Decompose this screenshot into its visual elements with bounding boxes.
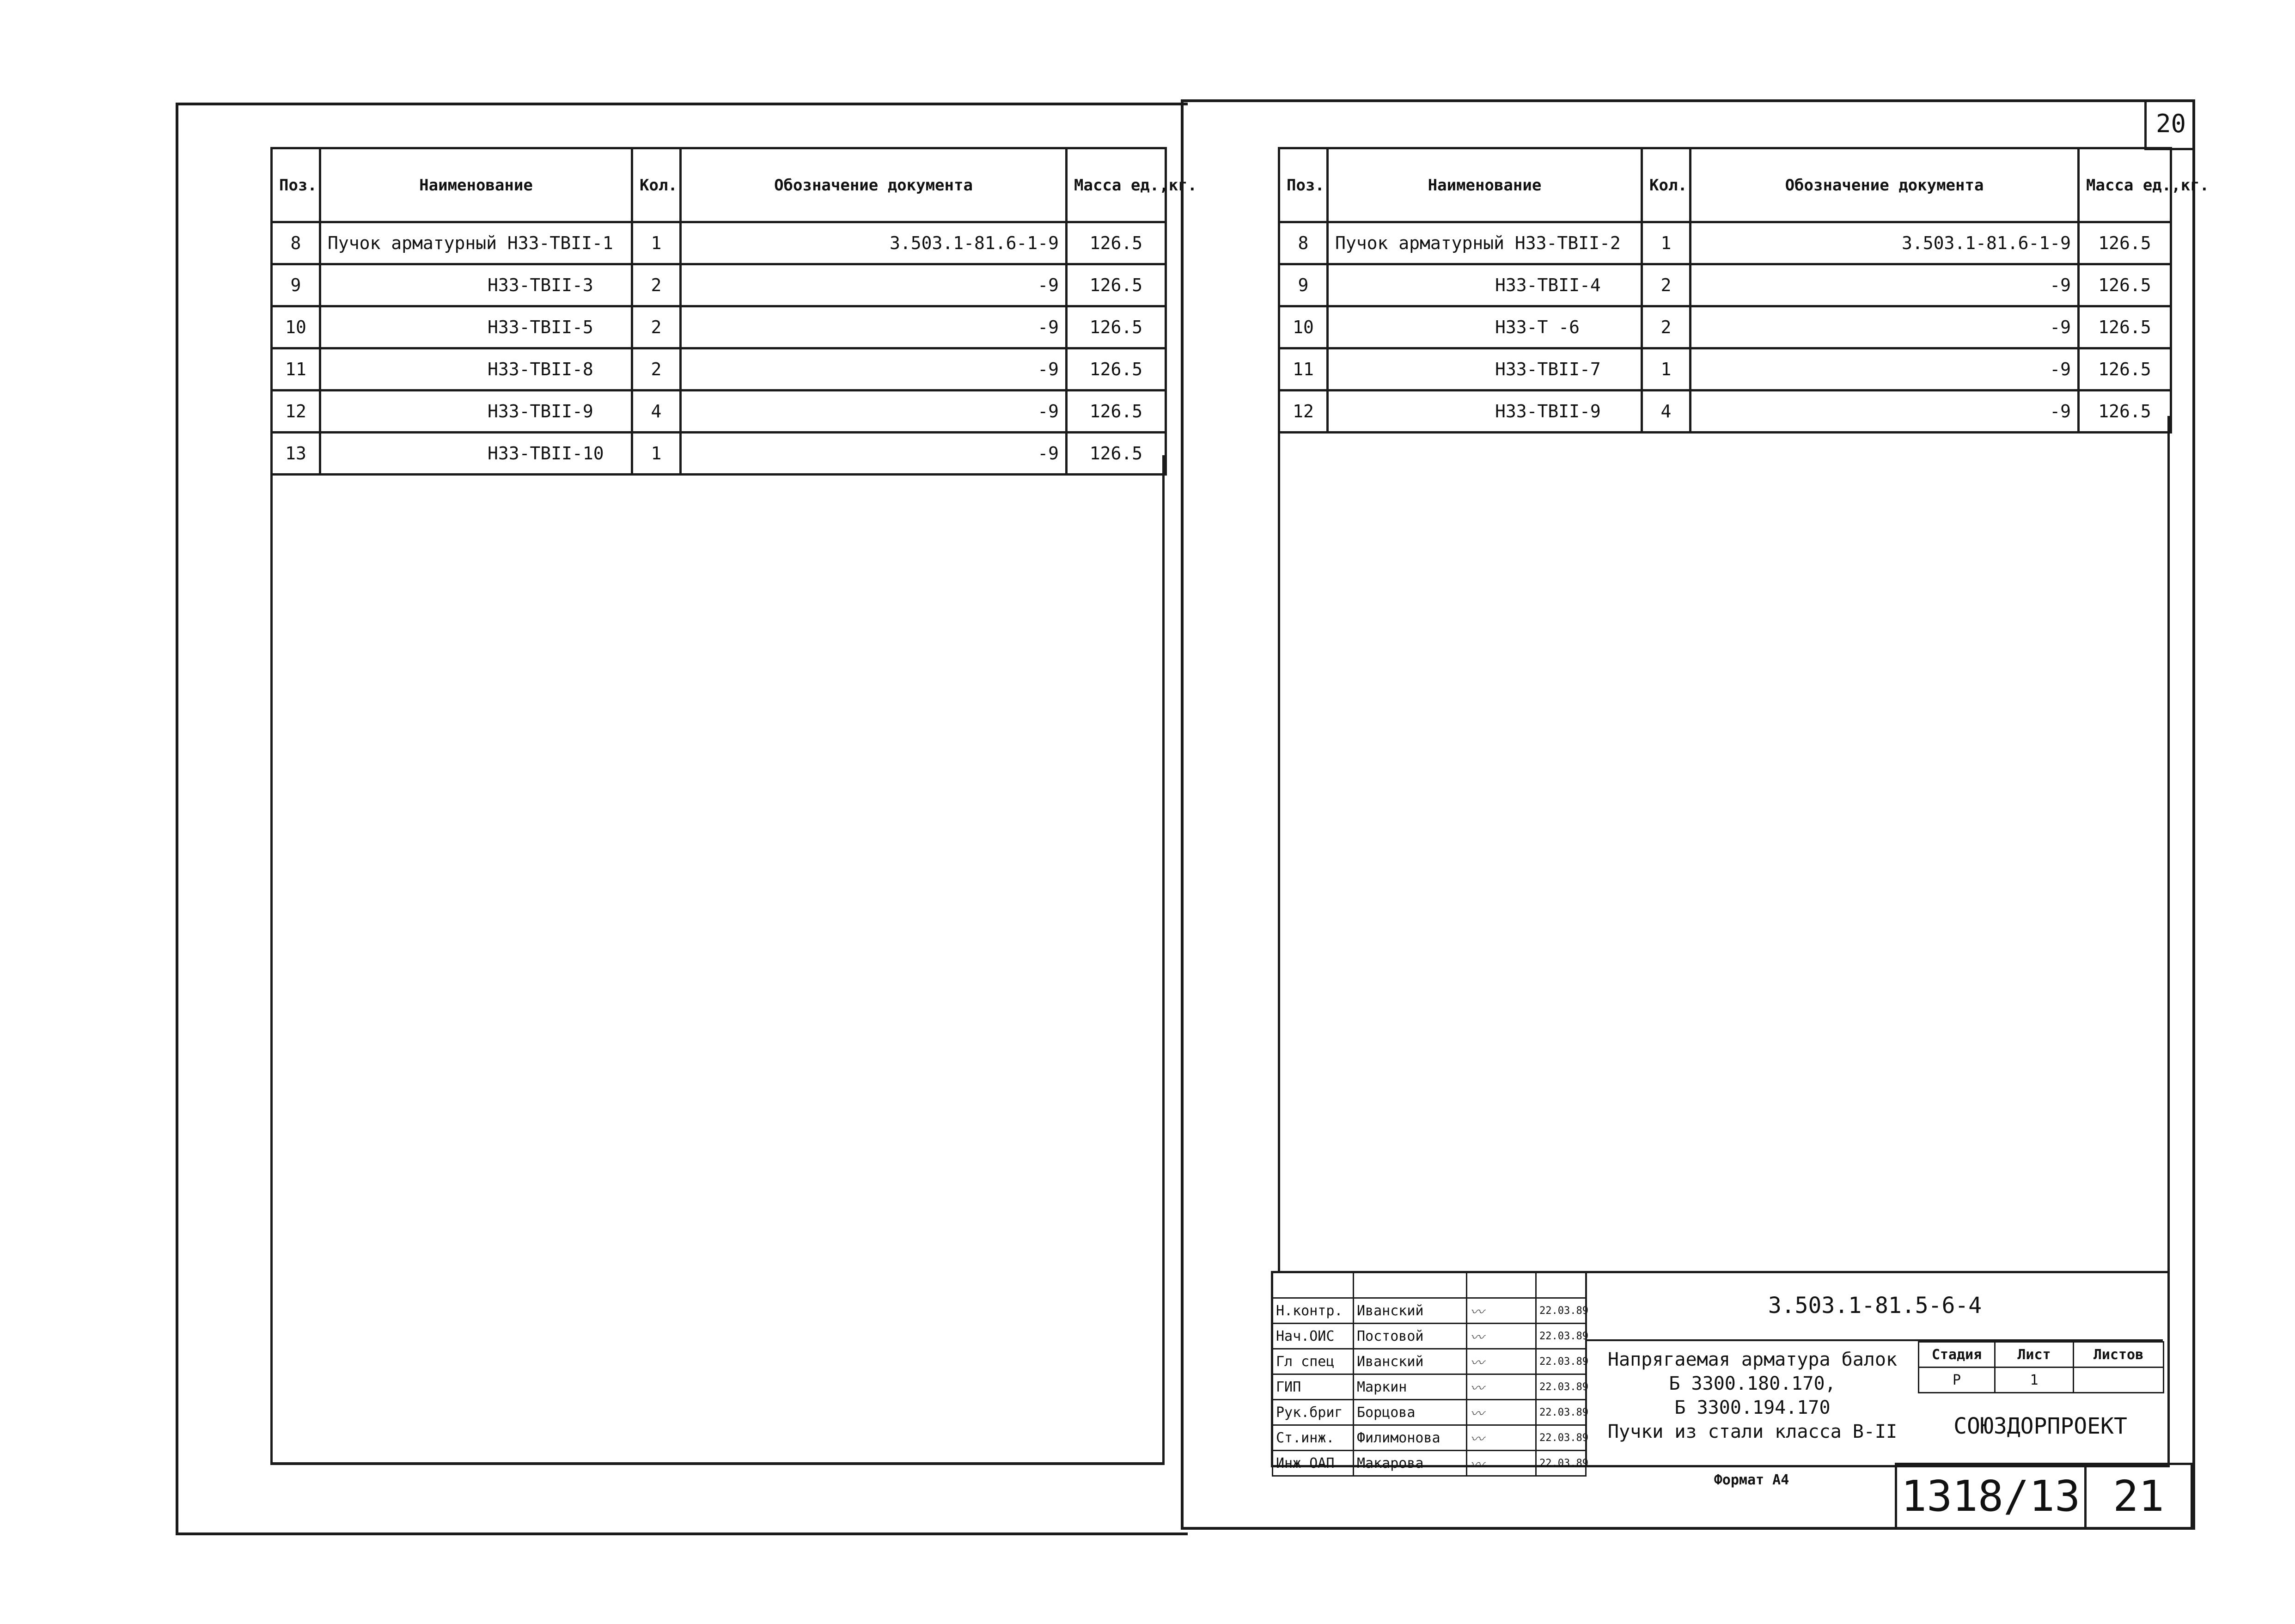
sheets-label: Листов (2074, 1342, 2164, 1368)
col-doc: Обозначение документа (1691, 148, 2079, 222)
cell-pos: 11 (272, 348, 320, 391)
stage-value-row (1919, 1368, 2164, 1393)
cell-pos: 13 (272, 433, 320, 475)
cell-doc: -9 (1691, 264, 2079, 306)
cell-qty: 2 (1642, 264, 1691, 306)
signature-icon: 〰 (1467, 1349, 1536, 1374)
title-line: Напрягаемая арматура балок (1607, 1349, 1898, 1370)
archive-number: 1318/13 (1901, 1471, 2081, 1521)
cell-doc: -9 (681, 348, 1067, 391)
col-mass: Масса ед.,кг. (2079, 148, 2171, 222)
signature-grid (1272, 1272, 1587, 1477)
cell-doc: -9 (1691, 391, 2079, 433)
col-pos: Поз. (1279, 148, 1328, 222)
cell-name: Н33-ТВII-8 (320, 348, 632, 391)
col-name: Наименование (320, 148, 632, 222)
col-qty: Кол. (632, 148, 681, 222)
organization-name: СОЮЗДОРПРОЕКТ (1953, 1413, 2127, 1439)
signature-row (1273, 1451, 1586, 1476)
signature-row (1273, 1425, 1586, 1451)
col-name: Наименование (1328, 148, 1642, 222)
cell-mass: 126.5 (1067, 433, 1166, 475)
table-header (272, 148, 1166, 222)
signature-row (1273, 1298, 1586, 1324)
global-sheet-cell (2084, 1463, 2193, 1530)
cell-name: Н33-Т -6 (1328, 306, 1642, 348)
role: Н.контр. (1273, 1298, 1354, 1324)
table-row (1279, 306, 2171, 348)
date: 22.03.89 (1536, 1349, 1586, 1374)
cell-qty: 2 (632, 306, 681, 348)
cell-mass: 126.5 (2079, 264, 2171, 306)
table-row (272, 306, 1166, 348)
table-row (1279, 222, 2171, 264)
signature-row-empty (1273, 1273, 1586, 1298)
date: 22.03.89 (1536, 1400, 1586, 1425)
cell-mass: 126.5 (2079, 222, 2171, 264)
role: Ст.инж. (1273, 1425, 1354, 1451)
role: Рук.бриг (1273, 1400, 1354, 1425)
col-qty: Кол. (1642, 148, 1691, 222)
designation-cell (1585, 1272, 2163, 1341)
stage-label: Стадия (1919, 1342, 1995, 1368)
signature-row (1273, 1374, 1586, 1400)
signature-row (1273, 1349, 1586, 1374)
col-pos: Поз. (272, 148, 320, 222)
table-row (1279, 348, 2171, 391)
table-row (1279, 264, 2171, 306)
cell-qty: 4 (1642, 391, 1691, 433)
organization-cell (1918, 1391, 2163, 1461)
cell-qty: 1 (1642, 222, 1691, 264)
signature-icon: 〰 (1467, 1451, 1536, 1476)
stage-grid (1918, 1341, 2164, 1393)
person-name: Иванский (1354, 1349, 1467, 1374)
table-header (1279, 148, 2171, 222)
signature-row (1273, 1324, 1586, 1349)
signature-icon: 〰 (1467, 1400, 1536, 1425)
signature-icon: 〰 (1467, 1298, 1536, 1324)
cell-doc: 3.503.1-81.6-1-9 (681, 222, 1067, 264)
date: 22.03.89 (1536, 1298, 1586, 1324)
date: 22.03.89 (1536, 1451, 1586, 1476)
stage-header-row (1919, 1342, 2164, 1368)
archive-cell (1895, 1463, 2087, 1530)
cell-qty: 2 (1642, 306, 1691, 348)
date: 22.03.89 (1536, 1324, 1586, 1349)
cell-qty: 2 (632, 264, 681, 306)
table-row (272, 222, 1166, 264)
table-row (272, 348, 1166, 391)
cell-doc: -9 (681, 391, 1067, 433)
cell-pos: 10 (1279, 306, 1328, 348)
cell-name: Н33-ТВII-4 (1328, 264, 1642, 306)
cell-mass: 126.5 (2079, 306, 2171, 348)
title-line: Б 3300.194.170 (1674, 1397, 1831, 1418)
document-designation: 3.503.1-81.5-6-4 (1768, 1293, 1982, 1319)
cell-name: Н33-ТВII-5 (320, 306, 632, 348)
stage-value: Р (1919, 1368, 1995, 1393)
cell-doc: -9 (1691, 348, 2079, 391)
cell-doc: -9 (681, 306, 1067, 348)
cell-name: Н33-ТВII-9 (1328, 391, 1642, 433)
cell-doc: -9 (681, 433, 1067, 475)
cell-mass: 126.5 (1067, 391, 1166, 433)
cell-mass: 126.5 (1067, 264, 1166, 306)
page-number-box (2144, 99, 2195, 150)
person-name: Макарова (1354, 1451, 1467, 1476)
cell-qty: 2 (632, 348, 681, 391)
cell-mass: 126.5 (1067, 222, 1166, 264)
sheet-label: Лист (1995, 1342, 2074, 1368)
cell-pos: 12 (272, 391, 320, 433)
signature-icon: 〰 (1467, 1425, 1536, 1451)
cell-mass: 126.5 (1067, 348, 1166, 391)
table-row (272, 264, 1166, 306)
cell-pos: 8 (272, 222, 320, 264)
format-label: Формат А4 (1714, 1472, 1789, 1488)
col-mass: Масса ед.,кг. (1067, 148, 1166, 222)
cell-pos: 12 (1279, 391, 1328, 433)
signature-icon: 〰 (1467, 1324, 1536, 1349)
right-spec-body (1278, 416, 2170, 1273)
left-spec-body (270, 455, 1165, 1465)
cell-pos: 8 (1279, 222, 1328, 264)
cell-name: Пучок арматурный Н33-ТВII-2 (1328, 222, 1642, 264)
cell-mass: 126.5 (2079, 391, 2171, 433)
cell-name: Н33-ТВII-9 (320, 391, 632, 433)
cell-mass: 126.5 (1067, 306, 1166, 348)
cell-pos: 11 (1279, 348, 1328, 391)
cell-qty: 1 (1642, 348, 1691, 391)
left-spec-table (270, 147, 1197, 476)
cell-doc: -9 (1691, 306, 2079, 348)
cell-qty: 1 (632, 433, 681, 475)
cell-pos: 9 (1279, 264, 1328, 306)
signature-icon: 〰 (1467, 1374, 1536, 1400)
signature-row (1273, 1400, 1586, 1425)
date: 22.03.89 (1536, 1374, 1586, 1400)
role: Нач.ОИС (1273, 1324, 1354, 1349)
role: Гл спец (1273, 1349, 1354, 1374)
page-number: 20 (2155, 109, 2186, 138)
person-name: Борцова (1354, 1400, 1467, 1425)
date: 22.03.89 (1536, 1425, 1586, 1451)
role: Инж ОАП (1273, 1451, 1354, 1476)
person-name: Иванский (1354, 1298, 1467, 1324)
title-line: Б 3300.180.170, (1669, 1373, 1836, 1394)
title-line: Пучки из стали класса В-II (1607, 1421, 1898, 1442)
cell-name: Н33-ТВII-7 (1328, 348, 1642, 391)
role: ГИП (1273, 1374, 1354, 1400)
cell-pos: 10 (272, 306, 320, 348)
cell-name: Н33-ТВII-3 (320, 264, 632, 306)
cell-doc: 3.503.1-81.6-1-9 (1691, 222, 2079, 264)
sheet-value: 1 (1995, 1368, 2074, 1393)
right-spec-table (1278, 147, 2210, 433)
cell-name: Пучок арматурный Н33-ТВII-1 (320, 222, 632, 264)
person-name: Филимонова (1354, 1425, 1467, 1451)
person-name: Маркин (1354, 1374, 1467, 1400)
global-sheet-number: 21 (2113, 1471, 2164, 1521)
drawing-title (1585, 1341, 1918, 1461)
cell-mass: 126.5 (2079, 348, 2171, 391)
cell-doc: -9 (681, 264, 1067, 306)
cell-qty: 4 (632, 391, 681, 433)
cell-pos: 9 (272, 264, 320, 306)
person-name: Постовой (1354, 1324, 1467, 1349)
cell-name: Н33-ТВII-10 (320, 433, 632, 475)
col-doc: Обозначение документа (681, 148, 1067, 222)
cell-qty: 1 (632, 222, 681, 264)
table-row (272, 391, 1166, 433)
